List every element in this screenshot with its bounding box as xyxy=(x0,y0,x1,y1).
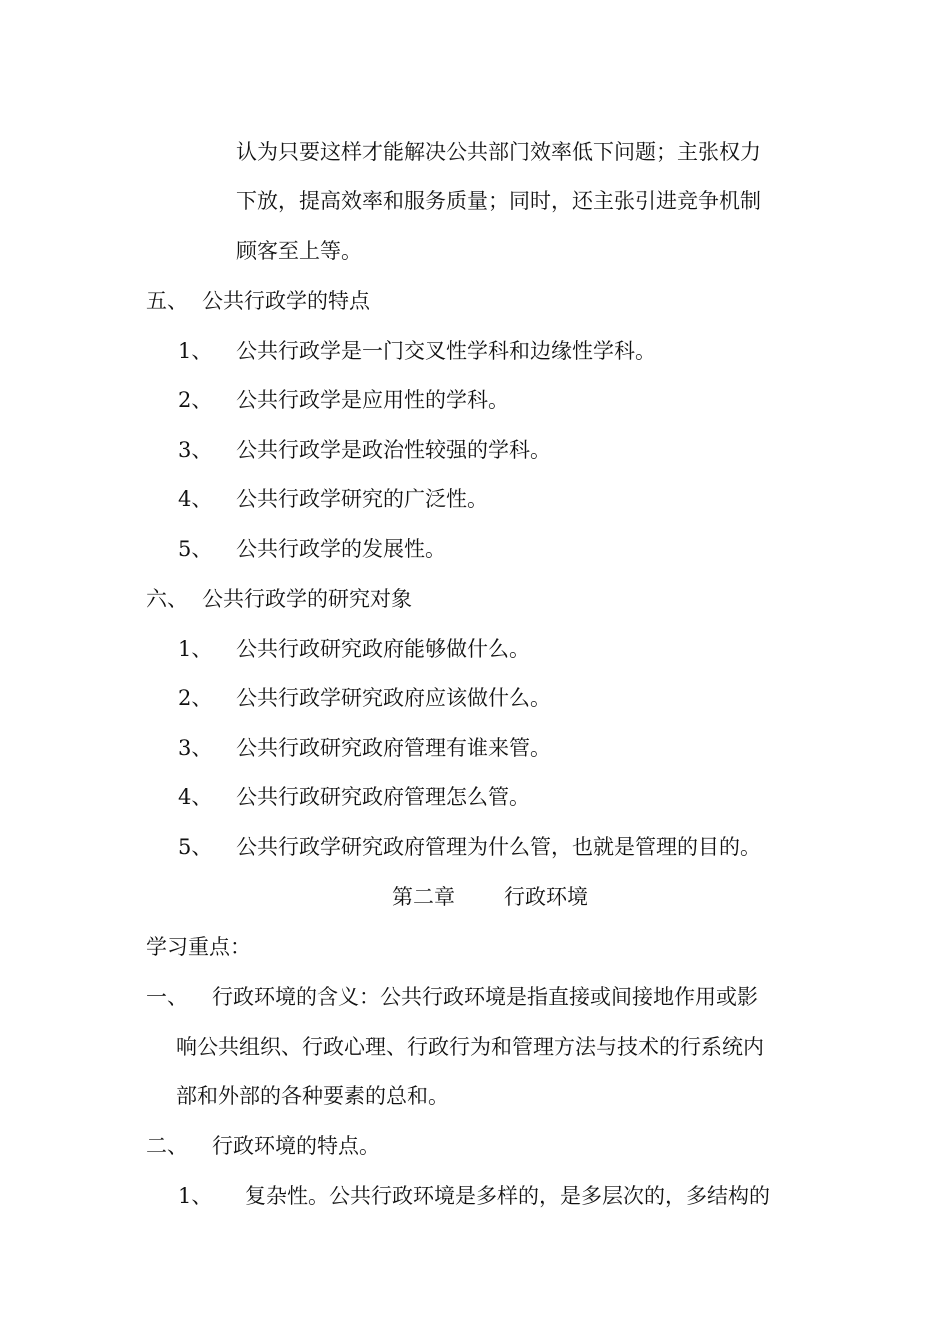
section-heading-6 xyxy=(146,584,412,614)
chapter-heading xyxy=(392,882,588,912)
list-text: 公共行政学的发展性。 xyxy=(236,537,446,561)
list-number: 5、 xyxy=(178,835,213,859)
point-marker: 二、 xyxy=(146,1134,188,1158)
list-text: 公共行政学研究政府管理为什么管，也就是管理的目的。 xyxy=(236,835,761,859)
list-number: 1、 xyxy=(178,339,213,363)
section-title: 公共行政学的特点 xyxy=(202,289,370,313)
paragraph-line: 部和外部的各种要素的总和。 xyxy=(176,1084,449,1108)
list-text: 公共行政研究政府能够做什么。 xyxy=(236,637,530,661)
list-text: 复杂性。公共行政环境是多样的，是多层次的，多结构的 xyxy=(245,1184,770,1208)
list-item xyxy=(178,733,551,763)
section-title: 公共行政学的研究对象 xyxy=(202,587,412,611)
list-number: 3、 xyxy=(178,736,213,760)
list-item xyxy=(178,484,488,514)
list-number: 2、 xyxy=(178,686,213,710)
section-heading-5 xyxy=(146,286,370,316)
point-heading-2 xyxy=(146,1131,380,1161)
list-number: 1、 xyxy=(178,1184,213,1208)
point-marker: 一、 xyxy=(146,985,188,1009)
list-number: 3、 xyxy=(178,438,213,462)
list-item xyxy=(178,534,446,564)
list-item xyxy=(178,336,656,366)
section-marker: 五、 xyxy=(146,289,188,313)
list-item xyxy=(178,1181,770,1211)
paragraph-line: 响公共组织、行政心理、行政行为和管理方法与技术的行系统内 xyxy=(176,1035,764,1059)
paragraph-line: 认为只要这样才能解决公共部门效率低下问题；主张权力 xyxy=(236,140,761,164)
list-number: 1、 xyxy=(178,637,213,661)
chapter-title: 行政环境 xyxy=(504,885,588,909)
list-number: 4、 xyxy=(178,785,213,809)
list-item xyxy=(178,782,530,812)
list-item xyxy=(178,634,530,664)
paragraph-line: 顾客至上等。 xyxy=(236,239,362,263)
list-text: 公共行政学是政治性较强的学科。 xyxy=(236,438,551,462)
list-item xyxy=(178,385,509,415)
list-number: 2、 xyxy=(178,388,213,412)
list-item xyxy=(178,435,551,465)
point-heading-1 xyxy=(146,982,758,1012)
paragraph-line: 下放，提高效率和服务质量；同时，还主张引进竞争机制 xyxy=(236,189,761,213)
list-text: 公共行政学是一门交叉性学科和边缘性学科。 xyxy=(236,339,656,363)
chapter-number: 第二章 xyxy=(392,885,455,909)
list-text: 公共行政研究政府管理怎么管。 xyxy=(236,785,530,809)
section-marker: 六、 xyxy=(146,587,188,611)
list-text: 公共行政学是应用性的学科。 xyxy=(236,388,509,412)
list-text: 公共行政学研究政府应该做什么。 xyxy=(236,686,551,710)
point-text: 行政环境的含义：公共行政环境是指直接或间接地作用或影 xyxy=(212,985,758,1009)
list-item xyxy=(178,832,761,862)
study-focus-label: 学习重点： xyxy=(146,935,251,959)
list-text: 公共行政研究政府管理有谁来管。 xyxy=(236,736,551,760)
list-item xyxy=(178,683,551,713)
list-number: 5、 xyxy=(178,537,213,561)
list-number: 4、 xyxy=(178,487,213,511)
list-text: 公共行政学研究的广泛性。 xyxy=(236,487,488,511)
point-text: 行政环境的特点。 xyxy=(212,1134,380,1158)
